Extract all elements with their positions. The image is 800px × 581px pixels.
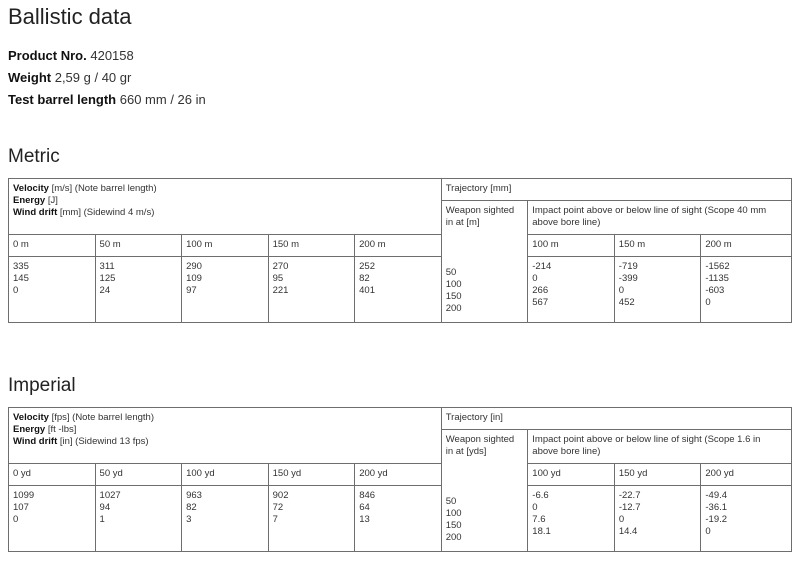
trajectory-distance-header: 150 yd xyxy=(614,464,701,486)
energy-value: 125 xyxy=(99,273,116,284)
energy-unit: [J] xyxy=(47,195,58,206)
trajectory-value: -399 xyxy=(618,273,638,284)
sighted-cell xyxy=(441,430,528,552)
trajectory-distance-header: 200 yd xyxy=(701,464,792,486)
velocity-value: 1027 xyxy=(99,490,121,501)
trajectory-value: 0 xyxy=(705,297,711,308)
trajectory-value: 0 xyxy=(618,285,625,296)
distance-header: 100 m xyxy=(182,235,269,257)
velocity-value: 902 xyxy=(272,490,289,501)
weight-value: 2,59 g / 40 gr xyxy=(54,70,132,85)
ballistic-values-cell xyxy=(95,257,182,323)
metric-heading: Metric xyxy=(8,146,60,167)
trajectory-value: -12.7 xyxy=(618,502,641,513)
barrel-label: Test barrel length xyxy=(8,92,117,107)
ballistic-values-cell xyxy=(182,257,269,323)
wind-drift-label: Wind drift xyxy=(13,436,58,447)
energy-label: Energy xyxy=(13,195,46,206)
ballistic-values-cell xyxy=(9,257,96,323)
sighted-distance-value: 100 xyxy=(445,508,462,519)
trajectory-values-cell xyxy=(701,257,792,323)
energy-label: Energy xyxy=(13,424,46,435)
trajectory-value: 0 xyxy=(618,514,625,525)
sighted-label: Weapon sighted in at [m] xyxy=(445,205,515,228)
wind-drift-value: 0 xyxy=(13,514,19,525)
wind-drift-value: 221 xyxy=(272,285,289,296)
distance-header: 150 m xyxy=(268,235,355,257)
trajectory-value: 567 xyxy=(532,297,549,308)
trajectory-distance-header: 150 m xyxy=(614,235,701,257)
wind-drift-value: 0 xyxy=(13,285,19,296)
trajectory-header: Trajectory [mm] xyxy=(441,179,791,201)
trajectory-value: 7.6 xyxy=(532,514,546,525)
wind-drift-unit: [mm] (Sidewind 4 m/s) xyxy=(59,207,155,218)
product-number-label: Product Nro. xyxy=(8,48,87,63)
distance-header: 0 yd xyxy=(9,464,96,486)
velocity-value: 311 xyxy=(99,261,115,272)
trajectory-value: -1562 xyxy=(705,261,730,272)
metric-table xyxy=(8,178,792,323)
ballistic-values-cell xyxy=(355,257,442,323)
energy-value: 82 xyxy=(186,502,197,513)
test-barrel-length xyxy=(8,92,206,107)
trajectory-value: -36.1 xyxy=(705,502,728,513)
energy-value: 64 xyxy=(359,502,370,513)
wind-drift-value: 3 xyxy=(186,514,192,525)
product-number xyxy=(8,48,134,63)
energy-value: 94 xyxy=(99,502,111,513)
velocity-value: 335 xyxy=(13,261,29,272)
wind-drift-value: 24 xyxy=(99,285,111,296)
trajectory-value: 14.4 xyxy=(618,526,638,537)
imperial-table xyxy=(8,407,792,552)
impact-point-label: Impact point above or below line of sight (Scope 1.6 in above bore line) xyxy=(528,430,792,464)
velocity-value: 270 xyxy=(272,261,289,272)
wind-drift-label: Wind drift xyxy=(13,207,58,218)
ballistic-values-cell xyxy=(182,486,269,552)
sighted-distance-value: 200 xyxy=(445,303,462,314)
weight-label: Weight xyxy=(8,70,52,85)
wind-drift-value: 13 xyxy=(359,514,370,525)
page-title: Ballistic data xyxy=(8,4,132,29)
energy-value: 107 xyxy=(13,502,29,513)
distance-header: 200 m xyxy=(355,235,442,257)
distance-header: 150 yd xyxy=(268,464,355,486)
distance-header: 200 yd xyxy=(355,464,442,486)
energy-unit: [ft -lbs] xyxy=(47,424,77,435)
trajectory-values-cell xyxy=(528,486,615,552)
imperial-heading: Imperial xyxy=(8,375,76,396)
trajectory-header: Trajectory [in] xyxy=(441,408,791,430)
barrel-value: 660 mm / 26 in xyxy=(119,92,206,107)
trajectory-value: -1135 xyxy=(705,273,729,284)
trajectory-value: -6.6 xyxy=(532,490,549,501)
trajectory-values-cell xyxy=(614,257,701,323)
sighted-distance-value: 50 xyxy=(445,267,457,278)
distance-header: 50 m xyxy=(95,235,182,257)
product-weight xyxy=(8,70,131,85)
trajectory-value: -603 xyxy=(705,285,725,296)
velocity-value: 252 xyxy=(359,261,375,272)
velocity-label: Velocity xyxy=(13,412,49,423)
sighted-distance-value: 150 xyxy=(445,520,462,531)
velocity-value: 1099 xyxy=(13,490,35,501)
ballistic-values-cell xyxy=(268,257,355,323)
trajectory-value: 0 xyxy=(705,526,711,537)
trajectory-value: -22.7 xyxy=(618,490,641,501)
trajectory-value: 18.1 xyxy=(532,526,551,537)
wind-drift-value: 401 xyxy=(359,285,375,296)
velocity-unit: [fps] (Note barrel length) xyxy=(51,412,154,423)
wind-drift-value: 7 xyxy=(272,514,278,525)
sighted-cell xyxy=(441,201,528,323)
trajectory-value: 0 xyxy=(532,273,538,284)
trajectory-values-cell xyxy=(528,257,615,323)
energy-value: 145 xyxy=(13,273,29,284)
trajectory-distance-header: 100 m xyxy=(528,235,615,257)
velocity-value: 290 xyxy=(186,261,202,272)
distance-header: 50 yd xyxy=(95,464,182,486)
wind-drift-unit: [in] (Sidewind 13 fps) xyxy=(59,436,149,447)
wind-drift-value: 1 xyxy=(99,514,105,525)
sighted-distance-value: 200 xyxy=(445,532,462,543)
metric-legend-cell xyxy=(9,179,442,235)
trajectory-value: -719 xyxy=(618,261,638,272)
trajectory-value: -214 xyxy=(532,261,552,272)
distance-header: 0 m xyxy=(9,235,96,257)
trajectory-values-cell xyxy=(701,486,792,552)
sighted-values xyxy=(446,267,524,315)
impact-point-label: Impact point above or below line of sight (Scope 40 mm above bore line) xyxy=(528,201,792,235)
trajectory-value: -19.2 xyxy=(705,514,728,525)
sighted-distance-value: 100 xyxy=(445,279,462,290)
ballistic-values-cell xyxy=(95,486,182,552)
ballistic-values-cell xyxy=(355,486,442,552)
trajectory-values-cell xyxy=(614,486,701,552)
velocity-value: 963 xyxy=(186,490,202,501)
ballistic-values-cell xyxy=(9,486,96,552)
trajectory-value: 452 xyxy=(618,297,635,308)
velocity-label: Velocity xyxy=(13,183,49,194)
velocity-unit: [m/s] (Note barrel length) xyxy=(51,183,157,194)
product-number-value: 420158 xyxy=(90,48,134,63)
energy-value: 72 xyxy=(272,502,284,513)
energy-value: 95 xyxy=(272,273,284,284)
trajectory-value: 0 xyxy=(532,502,538,513)
energy-value: 82 xyxy=(359,273,370,284)
wind-drift-value: 97 xyxy=(186,285,197,296)
imperial-legend-cell xyxy=(9,408,442,464)
ballistic-values-cell xyxy=(268,486,355,552)
distance-header: 100 yd xyxy=(182,464,269,486)
sighted-distance-value: 50 xyxy=(445,496,457,507)
sighted-label: Weapon sighted in at [yds] xyxy=(445,434,515,457)
trajectory-value: 266 xyxy=(532,285,549,296)
trajectory-distance-header: 200 m xyxy=(701,235,792,257)
trajectory-value: -49.4 xyxy=(705,490,728,501)
trajectory-distance-header: 100 yd xyxy=(528,464,615,486)
energy-value: 109 xyxy=(186,273,202,284)
sighted-distance-value: 150 xyxy=(445,291,462,302)
sighted-values xyxy=(446,496,524,544)
velocity-value: 846 xyxy=(359,490,376,501)
